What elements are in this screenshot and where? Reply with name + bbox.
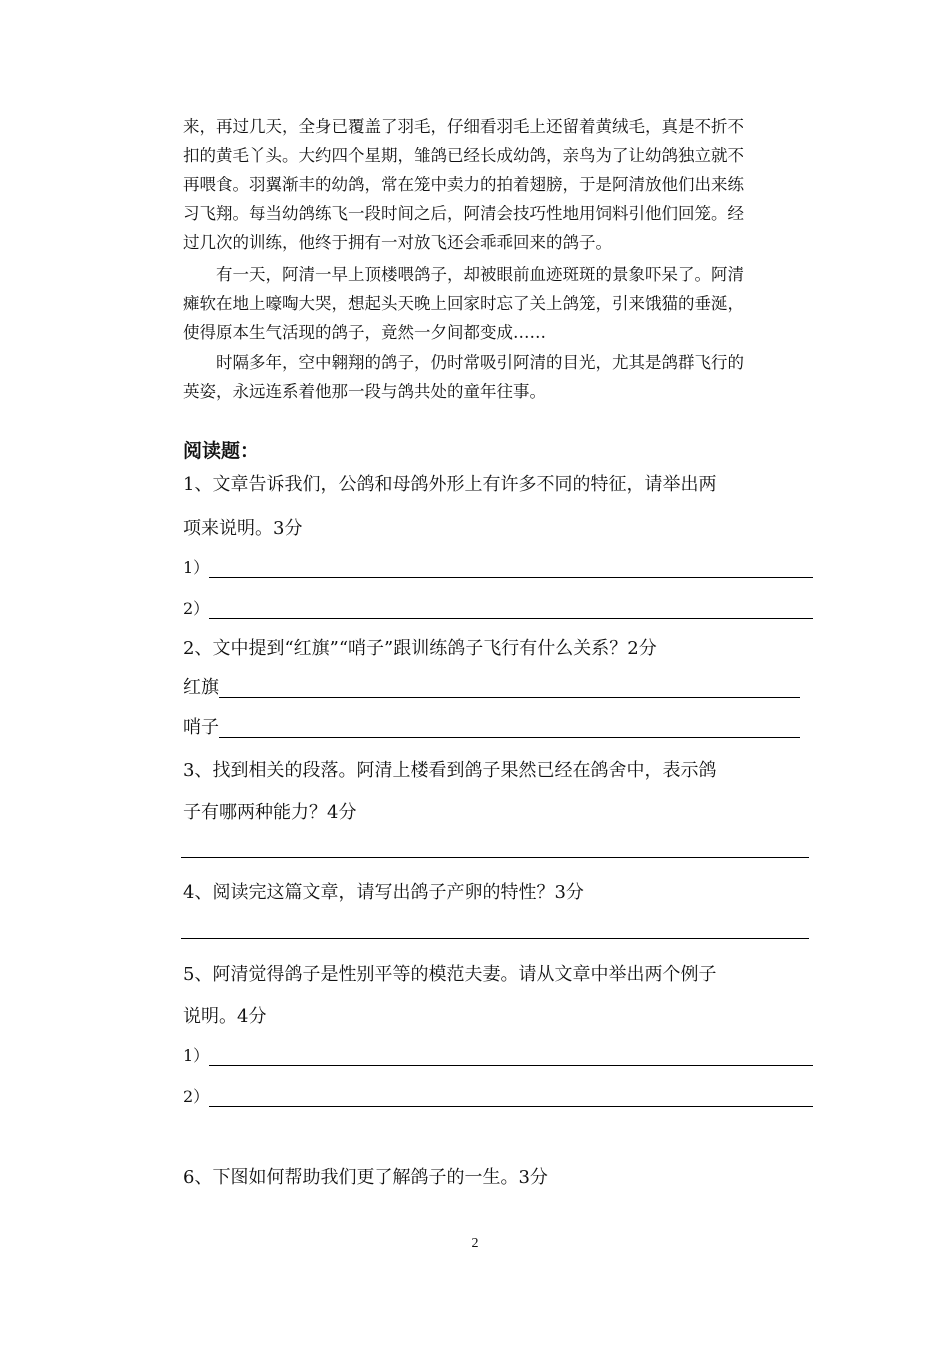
answer-line[interactable] [209, 1047, 813, 1066]
question-4-answer-line[interactable] [181, 938, 809, 939]
passage-line: 扣的黄毛丫头。大约四个星期，雏鸽已经长成幼鸽，亲鸟为了让幼鸽独立就不 [183, 146, 744, 165]
passage-line: 英姿，永远连系着他那一段与鸽共处的童年往事。 [183, 382, 546, 401]
question-1-answer-1[interactable] [183, 552, 813, 578]
question-2-text: 2、文中提到“红旗”“哨子”跟训练鸽子飞行有什么关系？2分 [183, 638, 657, 659]
passage-line: 习飞翔。每当幼鸽练飞一段时间之后，阿清会技巧性地用饲料引他们回笼。经 [183, 204, 744, 223]
passage-line: 过几次的训练，他终于拥有一对放飞还会乖乖回来的鸽子。 [183, 233, 612, 252]
answer-label: 2） [183, 599, 210, 618]
answer-line[interactable] [219, 719, 800, 738]
question-1-text-cont: 项来说明。3分 [183, 518, 303, 539]
question-3-text: 3、找到相关的段落。阿清上楼看到鸽子果然已经在鸽舍中，表示鸽 [183, 760, 717, 781]
question-2-answer-flag[interactable] [183, 672, 800, 698]
answer-line[interactable] [209, 600, 813, 619]
passage-paragraph-2 [183, 260, 823, 347]
passage-paragraph-1 [183, 112, 823, 257]
answer-label: 1） [183, 1046, 210, 1065]
passage-line: 有一天，阿清一早上顶楼喂鸽子，却被眼前血迹斑斑的景象吓呆了。阿清 [183, 265, 744, 284]
section-heading: 阅读题： [183, 440, 260, 462]
answer-line[interactable] [219, 679, 800, 698]
answer-line[interactable] [209, 1088, 813, 1107]
answer-label: 哨子 [183, 717, 219, 738]
answer-label: 红旗 [183, 677, 219, 698]
question-2-answer-whistle[interactable] [183, 712, 800, 738]
question-3-answer-line[interactable] [181, 857, 809, 858]
answer-label: 2） [183, 1087, 210, 1106]
page-number: 2 [471, 1236, 479, 1251]
question-1-text: 1、文章告诉我们，公鸽和母鸽外形上有许多不同的特征，请举出两 [183, 474, 717, 495]
question-3-text-cont: 子有哪两种能力？4分 [183, 802, 357, 823]
question-5-answer-1[interactable] [183, 1040, 813, 1066]
passage-line: 瘫软在地上嚎啕大哭，想起头天晚上回家时忘了关上鸽笼，引来饿猫的垂涎， [183, 294, 744, 313]
question-1-answer-2[interactable] [183, 593, 813, 619]
passage-paragraph-3 [183, 348, 823, 406]
passage-line: 时隔多年，空中翱翔的鸽子，仍时常吸引阿清的目光，尤其是鸽群飞行的 [183, 353, 744, 372]
question-5-text-cont: 说明。4分 [183, 1006, 267, 1027]
answer-line[interactable] [209, 559, 813, 578]
passage-line: 使得原本生气活现的鸽子，竟然一夕间都变成…… [183, 323, 546, 342]
question-5-answer-2[interactable] [183, 1081, 813, 1107]
question-5-text: 5、阿清觉得鸽子是性别平等的模范夫妻。请从文章中举出两个例子 [183, 964, 717, 985]
question-4-text: 4、阅读完这篇文章，请写出鸽子产卵的特性？3分 [183, 882, 584, 903]
answer-label: 1） [183, 558, 210, 577]
passage-line: 再喂食。羽翼渐丰的幼鸽，常在笼中卖力的拍着翅膀，于是阿清放他们出来练 [183, 175, 744, 194]
passage-line: 来，再过几天，全身已覆盖了羽毛，仔细看羽毛上还留着黄绒毛，真是不折不 [183, 117, 744, 136]
question-6-text: 6、下图如何帮助我们更了解鸽子的一生。3分 [183, 1167, 548, 1188]
